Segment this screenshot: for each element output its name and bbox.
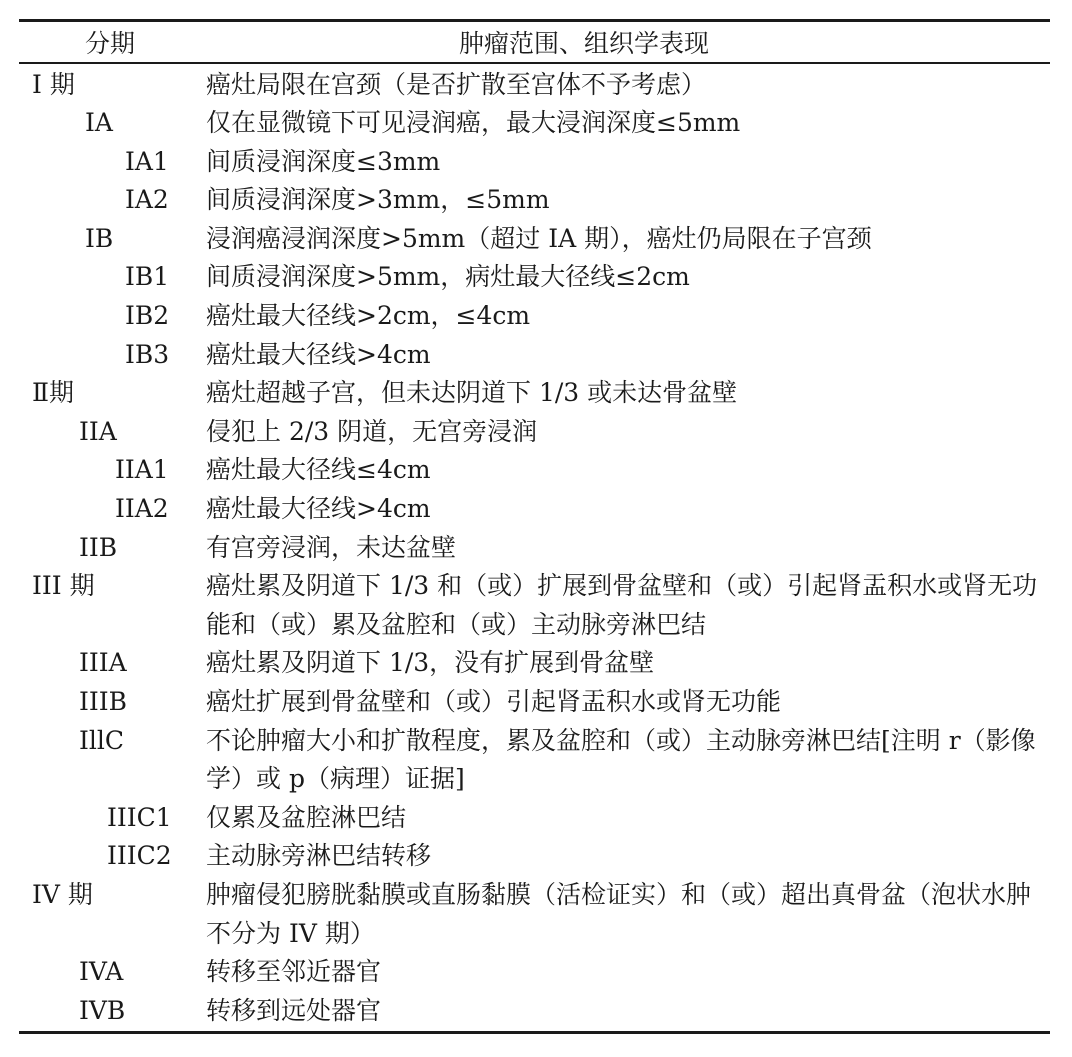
description-cell: 仅累及盆腔淋巴结	[206, 802, 407, 832]
stage-cell: IB2	[125, 301, 170, 331]
stage-cell: IVA	[79, 957, 124, 987]
stage-cell: IB3	[125, 339, 170, 369]
description-cell: 仅在显微镜下可见浸润癌，最大浸润深度≤5mm	[206, 108, 741, 138]
description-cell: 浸润癌浸润深度>5mm（超过 IA 期），癌灶仍局限在子宫颈	[206, 223, 872, 253]
description-cell: 癌灶累及阴道下 1/3，没有扩展到骨盆壁	[206, 648, 655, 678]
description-cell: 有宫旁浸润，未达盆壁	[206, 532, 457, 562]
description-cell: 转移到远处器官	[206, 995, 382, 1025]
description-cell: 癌灶超越子宫，但未达阴道下 1/3 或未达骨盆壁	[206, 378, 738, 408]
table-row	[19, 722, 1050, 799]
stage-cell: IVB	[79, 995, 126, 1025]
table-row	[19, 374, 1050, 413]
table-row	[19, 297, 1050, 336]
table-row	[19, 490, 1050, 529]
staging-table	[19, 19, 1050, 1030]
table-row	[19, 683, 1050, 722]
description-cell: 主动脉旁淋巴结转移	[206, 841, 432, 871]
description-cell: 癌灶最大径线≤4cm	[206, 455, 431, 485]
table-row	[19, 451, 1050, 490]
stage-cell: IA1	[125, 146, 169, 176]
table-row	[19, 644, 1050, 683]
table-row	[19, 220, 1050, 259]
header-stage: 分期	[85, 29, 136, 58]
description-cell: 癌灶最大径线>4cm	[206, 494, 431, 524]
table-row	[19, 258, 1050, 297]
stage-cell: I 期	[32, 69, 75, 99]
table-row	[19, 413, 1050, 452]
description-cell: 肿瘤侵犯膀胱黏膜或直肠黏膜（活检证实）和（或）超出真骨盆（泡状水肿不分为 IV 期）	[206, 879, 1032, 948]
table-row	[19, 953, 1050, 992]
description-cell: 癌灶局限在宫颈（是否扩散至宫体不予考虑）	[206, 69, 707, 99]
table-row	[19, 336, 1050, 375]
table-row	[19, 143, 1050, 182]
stage-cell: IllC	[79, 725, 124, 755]
description-cell: 不论肿瘤大小和扩散程度，累及盆腔和（或）主动脉旁淋巴结[注明 r（影像学）或 p（病理）证据]	[206, 725, 1036, 794]
stage-cell: IA2	[125, 185, 169, 215]
stage-cell: Ⅱ期	[32, 378, 74, 408]
stage-cell: IB	[85, 223, 114, 253]
stage-cell: IIA2	[115, 494, 169, 524]
stage-cell: IIIB	[79, 687, 127, 716]
stage-cell: IIIC1	[107, 802, 172, 832]
description-cell: 癌灶扩展到骨盆壁和（或）引起肾盂积水或肾无功能	[206, 687, 782, 716]
stage-cell: III 期	[32, 571, 95, 601]
table-row	[19, 104, 1050, 143]
stage-cell: IV 期	[32, 879, 93, 909]
description-cell: 癌灶最大径线>4cm	[206, 339, 431, 369]
stage-cell: IIIA	[79, 648, 127, 678]
description-cell: 间质浸润深度≤3mm	[206, 146, 441, 176]
table-header	[19, 22, 1050, 62]
table-row	[19, 876, 1050, 953]
table-row	[19, 567, 1050, 644]
table-row	[19, 529, 1050, 568]
table-row	[19, 66, 1050, 105]
description-cell: 转移至邻近器官	[206, 957, 382, 987]
table-body	[19, 64, 1050, 1031]
stage-cell: IIA	[79, 416, 117, 446]
description-cell: 癌灶最大径线>2cm，≤4cm	[206, 301, 531, 331]
stage-cell: IA	[85, 108, 113, 138]
description-cell: 间质浸润深度>3mm，≤5mm	[206, 185, 550, 215]
table-row	[19, 799, 1050, 838]
stage-cell: IIB	[79, 532, 118, 562]
table-row	[19, 837, 1050, 876]
description-cell: 侵犯上 2/3 阴道，无宫旁浸润	[206, 416, 538, 446]
description-cell: 癌灶累及阴道下 1/3 和（或）扩展到骨盆壁和（或）引起肾盂积水或肾无功能和（或）累及盆腔和（或）主动脉旁淋巴结	[206, 571, 1038, 639]
stage-cell: IIA1	[115, 455, 169, 485]
table-bottom-rule	[19, 1031, 1050, 1034]
stage-cell: IB1	[125, 262, 170, 292]
description-cell: 间质浸润深度>5mm，病灶最大径线≤2cm	[206, 262, 690, 292]
header-description: 肿瘤范围、组织学表现	[459, 29, 710, 58]
table-row	[19, 181, 1050, 220]
stage-cell: IIIC2	[107, 841, 172, 871]
table-row	[19, 992, 1050, 1031]
